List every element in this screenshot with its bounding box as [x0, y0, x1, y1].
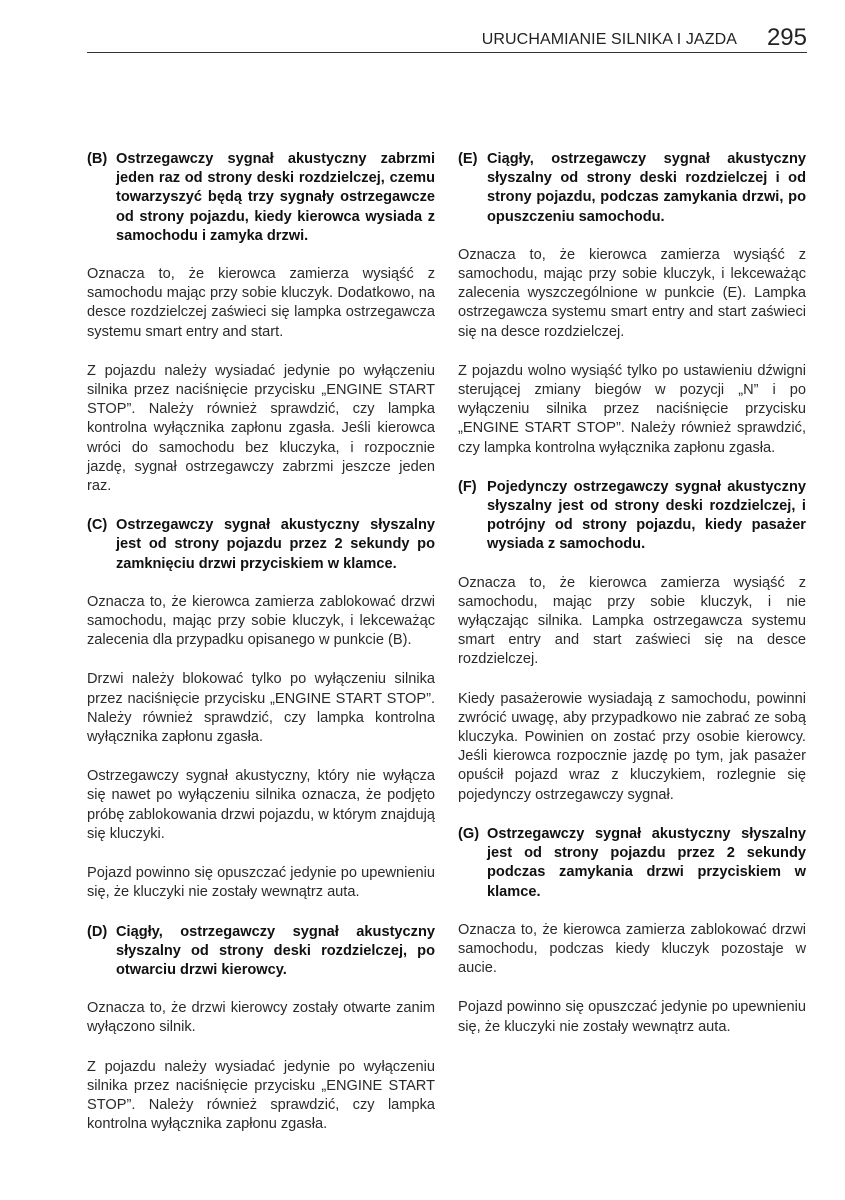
paragraph: Z pojazdu wolno wysiąść tylko po ustawieniu dźwigni sterującej zmiany biegów w pozycji „N” i po wyłączeniu silnika przez naciśnięcie przycisku „ENGINE START STOP”. Należy również sprawdzić, czy lampka kontrolna wyłącznika zapłonu zgasła.: [458, 362, 806, 456]
item-heading-text: Ostrzegawczy sygnał akustyczny zabrzmi jeden raz od strony deski rozdzielczej, czemu towarzyszyć będą trzy sygnały ostrzegawcze od strony pojazdu, kiedy kierowca wysiada z samochodu i zamyka drzwi.: [116, 151, 435, 244]
paragraph: Pojazd powinno się opuszczać jedynie po upewnieniu się, że kluczyki nie zostały wewnątrz auta.: [87, 865, 435, 901]
item-heading-b: [87, 150, 435, 246]
paragraph: Ostrzegawczy sygnał akustyczny, który nie wyłącza się nawet po wyłączeniu silnika oznacza, że podjęto próbę zablokowania drzwi pojazdu, w którym znajdują się kluczyki.: [87, 768, 435, 842]
item-letter: (E): [458, 151, 478, 167]
item-heading-e: [458, 150, 806, 227]
section-title: URUCHAMIANIE SILNIKA I JAZDA: [481, 31, 737, 48]
item-letter: (C): [87, 517, 108, 534]
item-heading-text: Ciągły, ostrzegawczy sygnał akustyczny słyszalny od strony deski rozdzielczej, po otwarciu drzwi kierowcy.: [116, 923, 435, 978]
item-letter: (F): [458, 478, 477, 495]
item-heading-c: [87, 516, 435, 574]
item-heading-text: Pojedynczy ostrzegawczy sygnał akustyczny słyszalny jest od strony deski rozdzielczej, i potrójny od strony pojazdu, kiedy pasażer wysiada z samochodu.: [487, 478, 806, 553]
paragraph: Oznacza to, że kierowca zamierza wysiąść z samochodu, mając przy sobie kluczyk, i nie wyłączając silnika. Lampka ostrzegawcza systemu smart entry and start zaświeci się na desce rozdzielczej.: [458, 574, 806, 668]
paragraph: Oznacza to, że kierowca zamierza wysiąść z samochodu, mając przy sobie kluczyk, i lekceważąc zalecenia wyszczególnione w punkcie (E). Lampka ostrzegawcza systemu smart entry and start zaświeci się na desce rozdzielczej.: [458, 246, 806, 340]
item-letter: (D): [87, 923, 108, 940]
item-heading-d: [87, 923, 435, 981]
paragraph: Z pojazdu należy wysiadać jedynie po wyłączeniu silnika przez naciśnięcie przycisku „ENGINE START STOP”. Należy również sprawdzić, czy lampka kontrolna wyłącznika zapłonu zgasła.: [87, 1058, 435, 1133]
item-heading-text: Ostrzegawczy sygnał akustyczny słyszalny jest od strony pojazdu przez 2 sekundy po zamknięciu drzwi przyciskiem w klamce.: [116, 517, 435, 572]
paragraph: Oznacza to, że kierowca zamierza zablokować drzwi samochodu, podczas kiedy kluczyk pozostaje w aucie.: [458, 921, 806, 977]
paragraph: Oznacza to, że kierowca zamierza wysiąść z samochodu mając przy sobie kluczyk. Dodatkowo, na desce rozdzielczej zaświeci się lampka ostrzegawcza systemu smart entry and start.: [87, 266, 435, 340]
left-column: [87, 150, 435, 1154]
paragraph: Kiedy pasażerowie wysiadają z samochodu, powinni zwrócić uwagę, aby przypadkowo nie zabrać ze sobą kluczyka. Powinien on zostać przy osobie kierowcy. Jeśli kierowca rozpocznie jazdę po tym, jak pasażer opuścił pojazd wraz z kluczykiem, rozlegnie się pojedynczy ostrzegawczy sygnał.: [458, 690, 806, 803]
item-heading-text: Ciągły, ostrzegawczy sygnał akustyczny słyszalny od strony deski rozdzielczej i od strony pojazdu, podczas zamykania drzwi, po opuszczeniu samochodu.: [487, 151, 806, 225]
paragraph: Drzwi należy blokować tylko po wyłączeniu silnika przez naciśnięcie przycisku „ENGINE START STOP”. Należy również sprawdzić, czy lampka kontrolna wyłącznika zapłonu zgasła.: [87, 671, 435, 746]
item-heading-text: Ostrzegawczy sygnał akustyczny słyszalny jest od strony pojazdu przez 2 sekundy podczas zamykania drzwi przyciskiem w klamce.: [487, 825, 806, 900]
paragraph: Pojazd powinno się opuszczać jedynie po upewnieniu się, że kluczyki nie zostały wewnątrz auta.: [458, 999, 806, 1035]
item-heading-f: [458, 478, 806, 555]
page-header: [87, 22, 807, 53]
page-number: 295: [766, 24, 807, 51]
paragraph: Oznacza to, że kierowca zamierza zablokować drzwi samochodu, mając przy sobie kluczyk, i lekceważąc zalecenia dla przypadku opisanego w punkcie (B).: [87, 593, 435, 649]
paragraph: Oznacza to, że drzwi kierowcy zostały otwarte zanim wyłączono silnik.: [87, 1000, 435, 1036]
item-letter: (G): [458, 825, 480, 842]
paragraph: Z pojazdu należy wysiadać jedynie po wyłączeniu silnika przez naciśnięcie przycisku „ENGINE START STOP”. Należy również sprawdzić, czy lampka kontrolna wyłącznika zapłonu zgasła. Jeśli kierowca wróci do samochodu bez kluczyka, i rozpocznie jazdę, sygnał ostrzegawczy zabrzmi jeszcze jeden raz.: [87, 362, 435, 495]
right-column: [458, 150, 806, 1057]
item-letter: (B): [87, 151, 108, 167]
item-heading-g: [458, 825, 806, 902]
